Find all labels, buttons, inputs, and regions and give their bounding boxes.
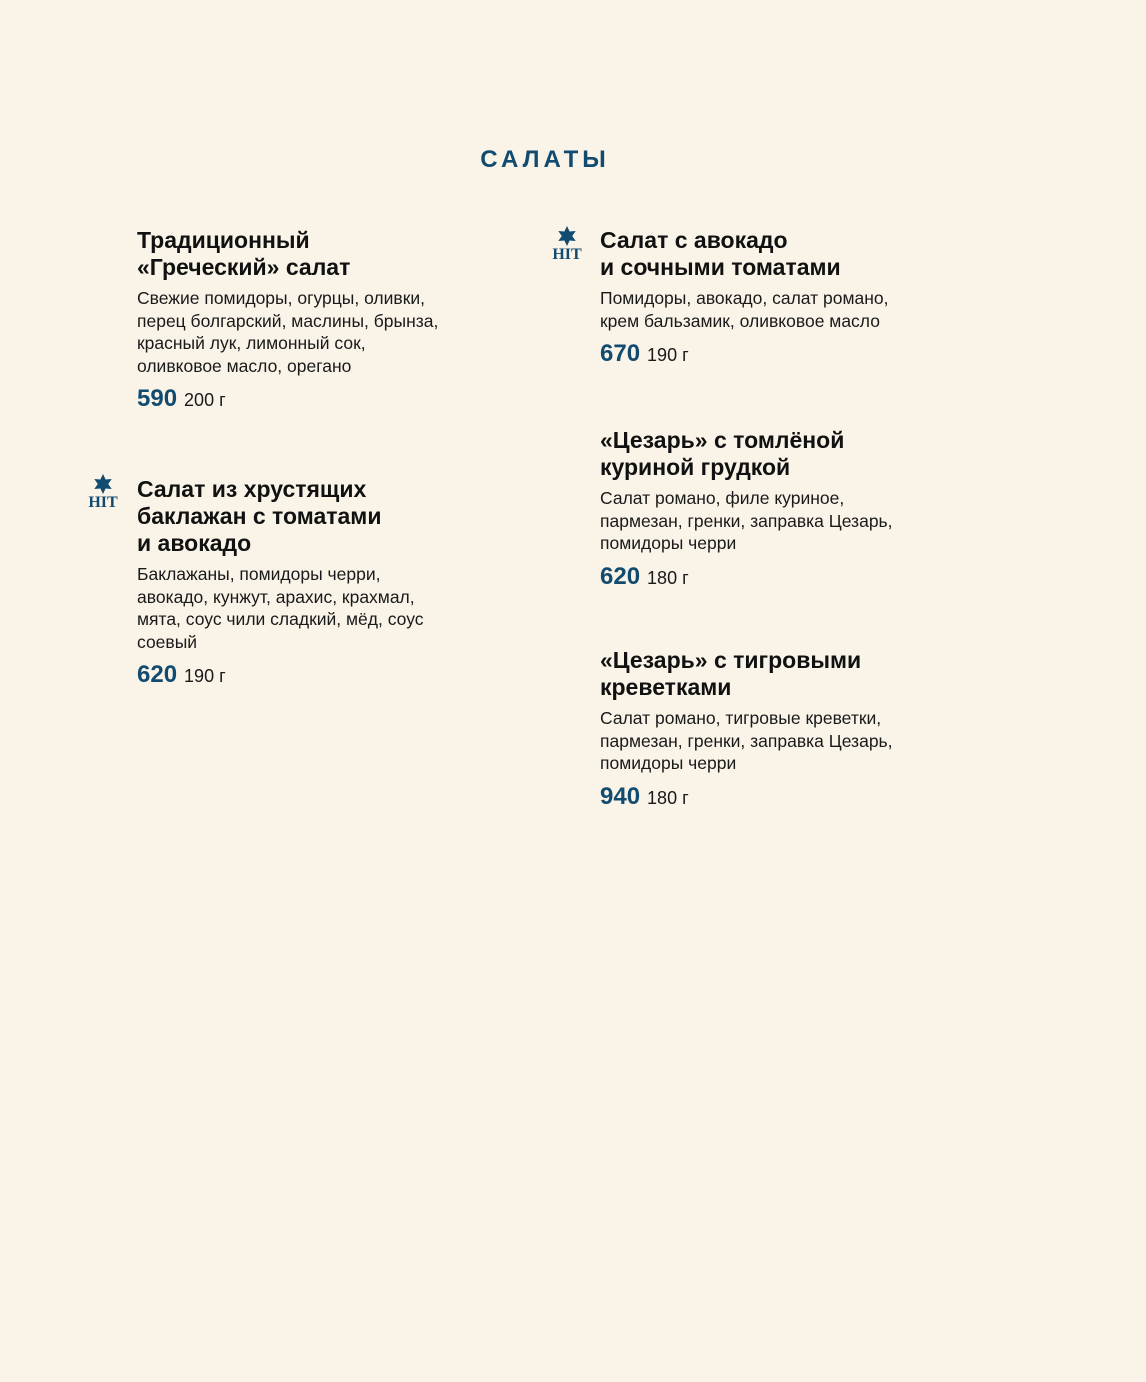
menu-item-caesar-chicken — [600, 427, 960, 591]
menu-item-price-row — [137, 661, 497, 689]
menu-item-avocado-salad — [600, 227, 960, 368]
section-title: САЛАТЫ — [480, 146, 610, 173]
menu-item-price: 590 — [137, 385, 178, 412]
menu-item-description: Свежие помидоры, огурцы, оливки, перец болгарский, маслины, брынза, красный лук, лимонный сок, оливковое масло, орегано — [137, 288, 439, 376]
hit-label: HIT — [88, 494, 118, 511]
menu-item-name: «Цезарь» с тигровыми креветками — [600, 647, 862, 700]
menu-item-price-row — [137, 385, 497, 413]
menu-item-caesar-shrimp — [600, 647, 960, 811]
menu-item-price: 940 — [600, 782, 641, 810]
menu-item-weight: 180 г — [647, 567, 689, 588]
menu-item-weight: 190 г — [184, 666, 226, 686]
menu-item-weight: 190 г — [647, 345, 689, 365]
menu-item-name: Салат из хрустящих баклажан с томатами и авокадо — [137, 476, 382, 556]
menu-item-price: 620 — [600, 562, 641, 590]
menu-item-price: 620 — [137, 661, 178, 688]
menu-item-price-row — [600, 340, 960, 368]
menu-item-name: Традиционный «Греческий» салат — [137, 227, 351, 280]
menu-item-weight: 180 г — [647, 787, 689, 808]
menu-item-price-row — [600, 783, 960, 811]
menu-item-name: «Цезарь» с томлёной куриной грудкой — [600, 427, 845, 480]
menu-item-eggplant-salad — [137, 476, 497, 689]
menu-item-description: Салат романо, тигровые креветки, пармезан, гренки, заправка Цезарь, помидоры черри — [600, 708, 893, 773]
menu-item-name: Салат с авокадо и сочными томатами — [600, 227, 841, 280]
menu-item-price: 670 — [600, 340, 641, 367]
hit-badge — [83, 474, 123, 511]
menu-item-description: Баклажаны, помидоры черри, авокадо, кунжут, арахис, крахмал, мята, соус чили сладкий, мёд, соус соевый — [137, 564, 424, 652]
star-icon — [92, 474, 114, 494]
star-icon — [556, 226, 578, 246]
hit-label: HIT — [552, 246, 582, 263]
hit-badge — [547, 226, 587, 263]
menu-item-description: Помидоры, авокадо, салат романо, крем бальзамик, оливковое масло — [600, 288, 889, 331]
menu-item-description: Салат романо, филе куриное, пармезан, гренки, заправка Цезарь, помидоры черри — [600, 488, 893, 553]
menu-item-greek-salad — [137, 227, 497, 413]
menu-item-weight: 200 г — [184, 390, 226, 410]
menu-item-price-row — [600, 563, 960, 591]
